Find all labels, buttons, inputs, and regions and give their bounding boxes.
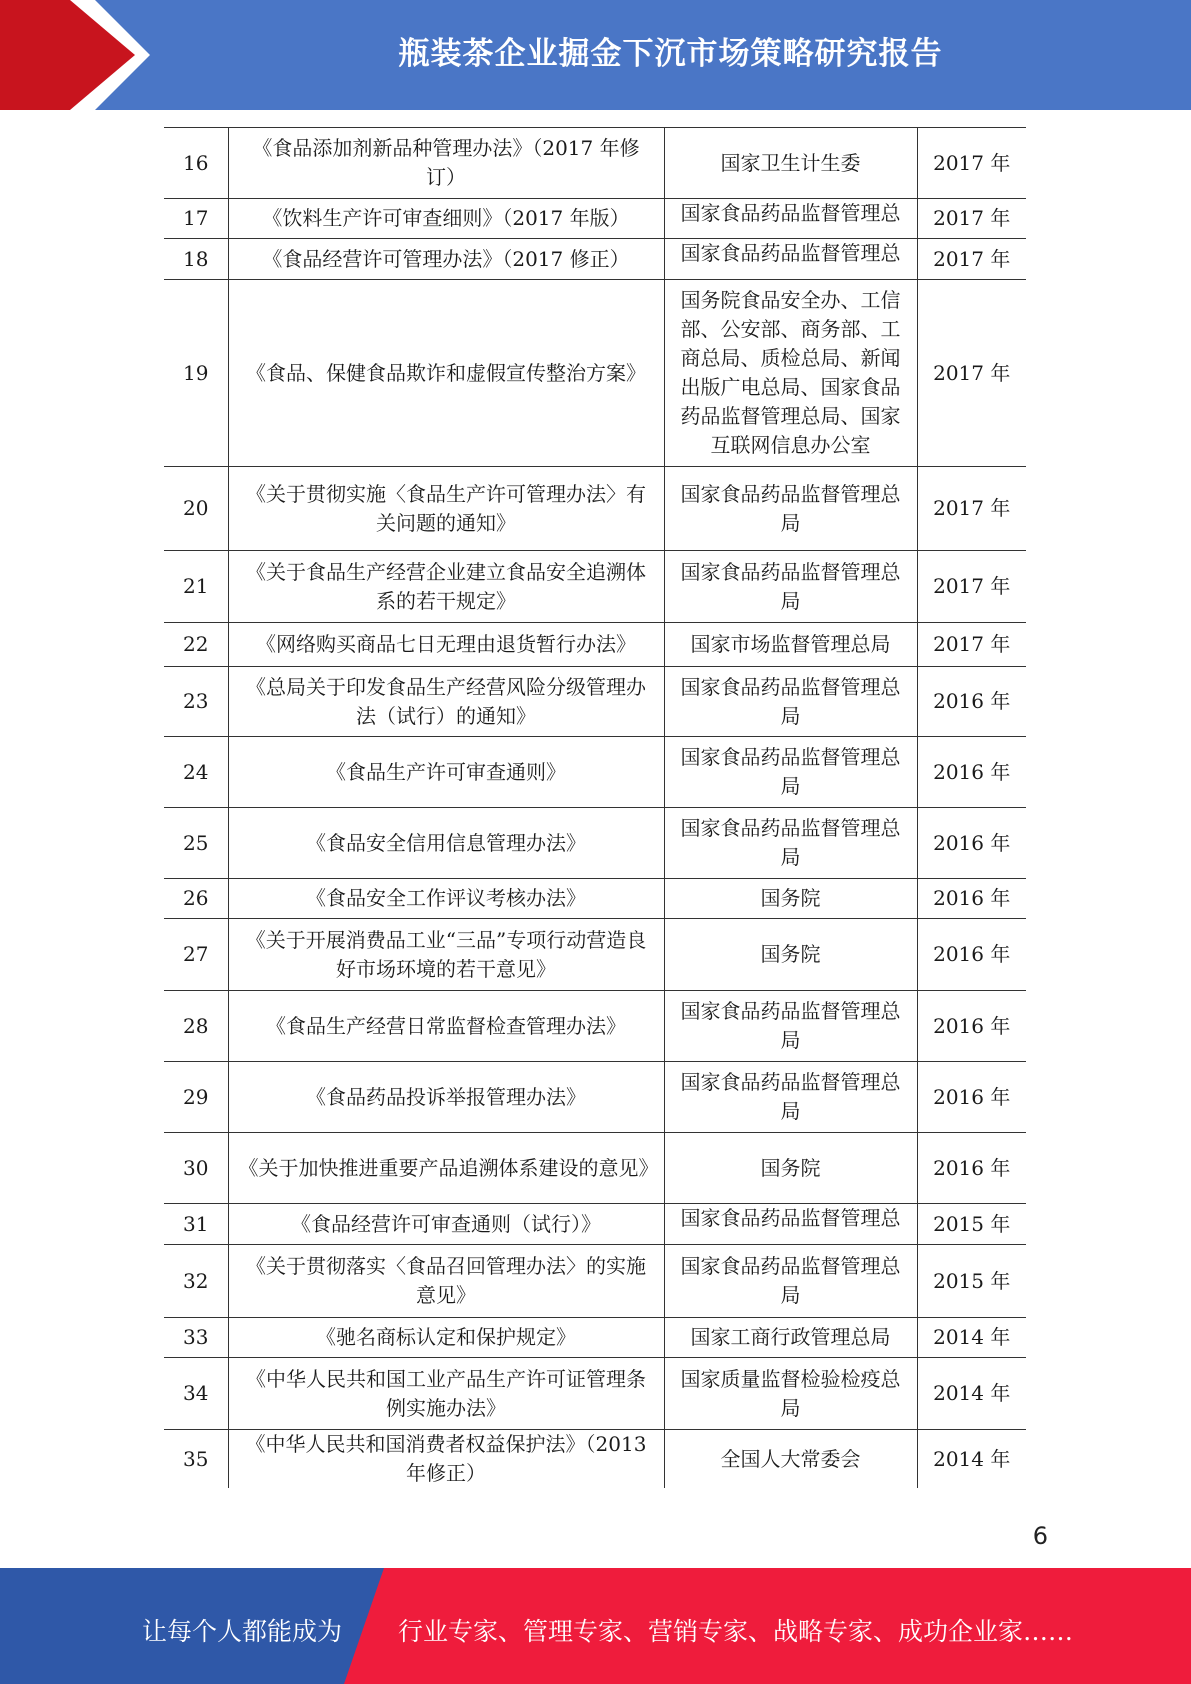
table-row: [164, 919, 1026, 991]
regulation-title: 《驰名商标认定和保护规定》: [228, 1318, 664, 1358]
regulation-title: 《关于开展消费品工业“三品”专项行动营造良好市场环境的若干意见》: [228, 919, 664, 991]
issue-year: 2014 年: [917, 1358, 1026, 1430]
issuing-authority: 全国人大常委会: [664, 1430, 917, 1489]
regulation-title: 《食品安全工作评议考核办法》: [228, 879, 664, 919]
issuing-authority: 国家食品药品监督管理总: [664, 239, 917, 280]
issue-year: 2017 年: [917, 199, 1026, 239]
regulation-title: 《中华人民共和国消费者权益保护法》（2013 年修正）: [228, 1430, 664, 1489]
row-number: 22: [164, 623, 228, 667]
issue-year: 2016 年: [917, 808, 1026, 879]
issue-year: 2016 年: [917, 737, 1026, 808]
issue-year: 2016 年: [917, 667, 1026, 737]
table-row: [164, 667, 1026, 737]
table-row: [164, 623, 1026, 667]
regulation-title: 《关于食品生产经营企业建立食品安全追溯体系的若干规定》: [228, 551, 664, 623]
report-title: 瓶装茶企业掘金下沉市场策略研究报告: [398, 36, 943, 72]
issue-year: 2017 年: [917, 128, 1026, 199]
issuing-authority: 国家食品药品监督管理总局: [664, 737, 917, 808]
regulation-title: 《食品安全信用信息管理办法》: [228, 808, 664, 879]
policy-table: [164, 127, 1026, 1488]
issue-year: 2016 年: [917, 879, 1026, 919]
issuing-authority: 国家食品药品监督管理总局: [664, 667, 917, 737]
row-number: 21: [164, 551, 228, 623]
issuing-authority: 国家食品药品监督管理总: [664, 1204, 917, 1245]
page-footer: [0, 1568, 1191, 1684]
regulation-title: 《食品添加剂新品种管理办法》（2017 年修订）: [228, 128, 664, 199]
issuing-authority: 国家质量监督检验检疫总局: [664, 1358, 917, 1430]
issuing-authority: 国家食品药品监督管理总局: [664, 991, 917, 1062]
issue-year: 2017 年: [917, 239, 1026, 280]
issue-year: 2016 年: [917, 1133, 1026, 1204]
row-number: 25: [164, 808, 228, 879]
issue-year: 2017 年: [917, 623, 1026, 667]
issuing-authority: 国家食品药品监督管理总: [664, 199, 917, 239]
row-number: 31: [164, 1204, 228, 1245]
row-number: 24: [164, 737, 228, 808]
issue-year: 2014 年: [917, 1318, 1026, 1358]
issuing-authority: 国务院: [664, 879, 917, 919]
regulation-title: 《食品药品投诉举报管理办法》: [228, 1062, 664, 1133]
regulation-title: 《食品经营许可管理办法》（2017 修正）: [228, 239, 664, 280]
row-number: 34: [164, 1358, 228, 1430]
issuing-authority: 国家卫生计生委: [664, 128, 917, 199]
issuing-authority: 国家食品药品监督管理总局: [664, 467, 917, 551]
table-row: [164, 239, 1026, 280]
issuing-authority: 国家食品药品监督管理总局: [664, 1062, 917, 1133]
page-header: [0, 0, 1191, 110]
table-row: [164, 128, 1026, 199]
issue-year: 2017 年: [917, 467, 1026, 551]
row-number: 18: [164, 239, 228, 280]
issuing-authority: 国家食品药品监督管理总局: [664, 551, 917, 623]
row-number: 27: [164, 919, 228, 991]
issuing-authority: 国家食品药品监督管理总局: [664, 808, 917, 879]
table-row: [164, 808, 1026, 879]
row-number: 23: [164, 667, 228, 737]
footer-slogan-right: 行业专家、管理专家、营销专家、战略专家、成功企业家……: [398, 1617, 1074, 1646]
row-number: 26: [164, 879, 228, 919]
header-chevron-red: [0, 0, 135, 110]
regulation-title: 《饮料生产许可审查细则》（2017 年版）: [228, 199, 664, 239]
table-row: [164, 1430, 1026, 1489]
row-number: 16: [164, 128, 228, 199]
row-number: 30: [164, 1133, 228, 1204]
page-number: 6: [1032, 1522, 1048, 1550]
table-row: [164, 991, 1026, 1062]
row-number: 20: [164, 467, 228, 551]
issue-year: 2016 年: [917, 1062, 1026, 1133]
issue-year: 2016 年: [917, 991, 1026, 1062]
footer-slogan-left: 让每个人都能成为: [142, 1617, 343, 1646]
issuing-authority: 国务院: [664, 1133, 917, 1204]
table-row: [164, 1133, 1026, 1204]
row-number: 33: [164, 1318, 228, 1358]
issuing-authority: 国家食品药品监督管理总局: [664, 1245, 917, 1318]
regulation-title: 《关于贯彻落实〈食品召回管理办法〉的实施意见》: [228, 1245, 664, 1318]
regulation-title: 《总局关于印发食品生产经营风险分级管理办法（试行）的通知》: [228, 667, 664, 737]
regulation-title: 《中华人民共和国工业产品生产许可证管理条例实施办法》: [228, 1358, 664, 1430]
table-row: [164, 467, 1026, 551]
issue-year: 2015 年: [917, 1204, 1026, 1245]
regulation-title: 《食品经营许可审查通则（试行）》: [228, 1204, 664, 1245]
issuing-authority: 国务院食品安全办、工信部、公安部、商务部、工商总局、质检总局、新闻出版广电总局、国家食品药品监督管理总局、国家互联网信息办公室: [664, 280, 917, 467]
row-number: 28: [164, 991, 228, 1062]
table-row: [164, 737, 1026, 808]
table-row: [164, 1204, 1026, 1245]
regulation-title: 《食品、保健食品欺诈和虚假宣传整治方案》: [228, 280, 664, 467]
table-row: [164, 199, 1026, 239]
regulation-title: 《关于贯彻实施〈食品生产许可管理办法〉有关问题的通知》: [228, 467, 664, 551]
issuing-authority: 国务院: [664, 919, 917, 991]
issue-year: 2016 年: [917, 919, 1026, 991]
issue-year: 2014 年: [917, 1430, 1026, 1489]
table-row: [164, 879, 1026, 919]
issue-year: 2015 年: [917, 1245, 1026, 1318]
row-number: 29: [164, 1062, 228, 1133]
issuing-authority: 国家工商行政管理总局: [664, 1318, 917, 1358]
regulation-title: 《食品生产许可审查通则》: [228, 737, 664, 808]
regulation-title: 《网络购买商品七日无理由退货暂行办法》: [228, 623, 664, 667]
regulation-title: 《关于加快推进重要产品追溯体系建设的意见》: [228, 1133, 664, 1204]
table-row: [164, 1245, 1026, 1318]
table-row: [164, 551, 1026, 623]
row-number: 17: [164, 199, 228, 239]
issue-year: 2017 年: [917, 280, 1026, 467]
row-number: 19: [164, 280, 228, 467]
table-row: [164, 1062, 1026, 1133]
row-number: 35: [164, 1430, 228, 1489]
row-number: 32: [164, 1245, 228, 1318]
issue-year: 2017 年: [917, 551, 1026, 623]
table-row: [164, 1318, 1026, 1358]
table-row: [164, 1358, 1026, 1430]
table-row: [164, 280, 1026, 467]
issuing-authority: 国家市场监督管理总局: [664, 623, 917, 667]
regulation-title: 《食品生产经营日常监督检查管理办法》: [228, 991, 664, 1062]
